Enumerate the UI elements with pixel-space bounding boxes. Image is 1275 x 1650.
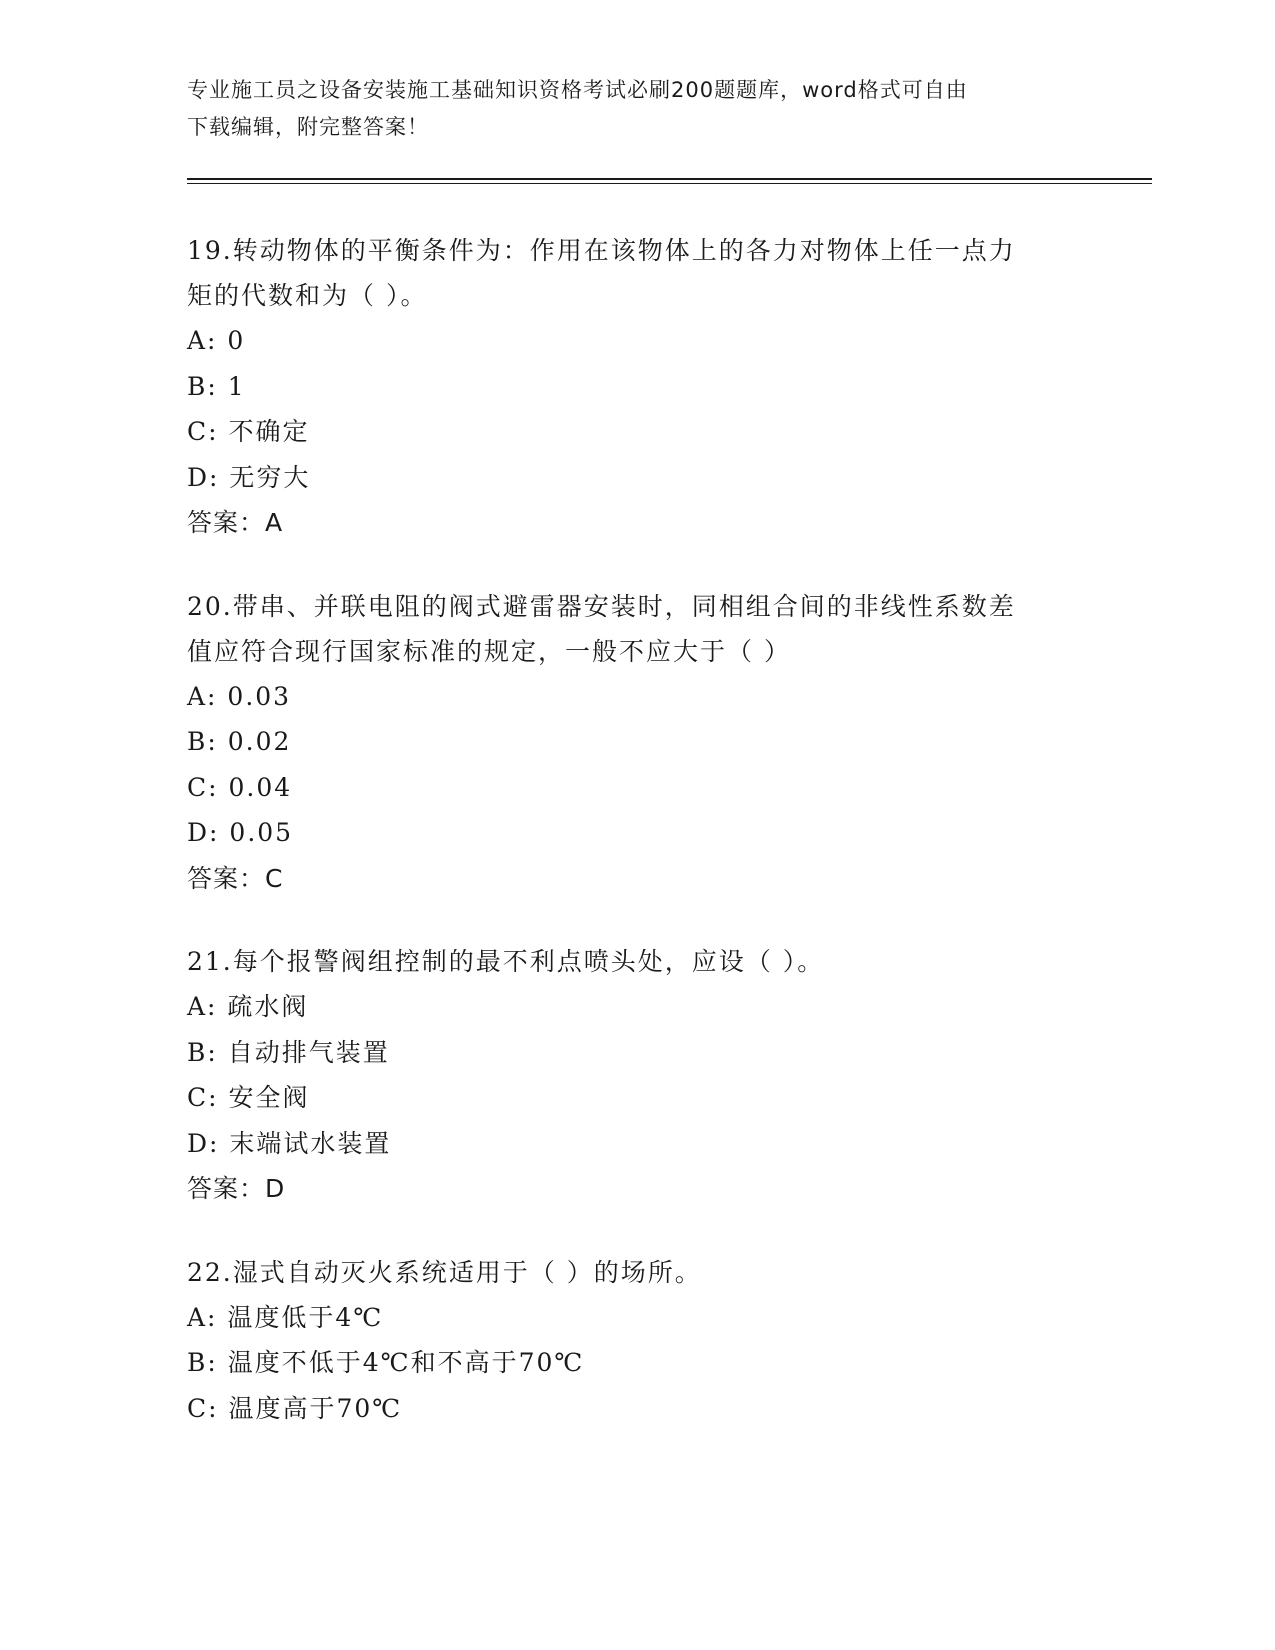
header-divider-thick — [187, 178, 1152, 180]
option-c: C: 温度高于70℃ — [187, 1393, 403, 1423]
header-divider-thin — [187, 183, 1152, 184]
question-stem-line-1: 21.每个报警阀组控制的最不利点喷头处，应设（ ）。 — [187, 947, 825, 976]
question-stem — [187, 1250, 1107, 1295]
question-stem-line-1: 19.转动物体的平衡条件为：作用在该物体上的各力对物体上任一点力 — [187, 236, 1016, 265]
option-d: D: 无穷大 — [187, 462, 311, 492]
option-b: B: 自动排气装置 — [187, 1037, 390, 1067]
option-a: A: 温度低于4℃ — [187, 1302, 384, 1332]
question-19 — [187, 228, 1107, 546]
question-22 — [187, 1250, 1107, 1432]
answer-label: 答案：D — [187, 1174, 286, 1203]
question-stem-line-1: 22.湿式自动灭火系统适用于（ ）的场所。 — [187, 1257, 702, 1287]
question-stem — [187, 228, 1107, 318]
option-a: A: 0 — [187, 326, 246, 355]
question-stem-line-2: 值应符合现行国家标准的规定，一般不应大于（ ） — [187, 636, 791, 666]
question-stem-line-2: 矩的代数和为（ ）。 — [187, 281, 428, 310]
question-stem — [187, 584, 1107, 674]
header-title-line-2: 下载编辑，附完整答案！ — [187, 115, 429, 139]
option-b: B: 1 — [187, 371, 246, 401]
question-20 — [187, 584, 1107, 902]
option-a: A: 0.03 — [187, 681, 292, 711]
header-title-line-1: 专业施工员之设备安装施工基础知识资格考试必刷200题题库，word格式可自由 — [187, 78, 968, 102]
answer-label: 答案：C — [187, 863, 284, 893]
option-a: A: 疏水阀 — [187, 992, 309, 1021]
option-b: B: 温度不低于4℃和不高于70℃ — [187, 1348, 585, 1377]
option-d: D: 末端试水装置 — [187, 1128, 392, 1158]
option-b: B: 0.02 — [187, 727, 292, 756]
document-header — [187, 72, 1087, 146]
question-list — [187, 228, 1107, 1469]
question-21 — [187, 939, 1107, 1212]
option-c: C: 安全阀 — [187, 1083, 310, 1112]
question-stem — [187, 939, 1107, 984]
question-stem-line-1: 20.带串、并联电阻的阀式避雷器安装时，同相组合间的非线性系数差 — [187, 591, 1016, 621]
option-c: C: 0.04 — [187, 772, 293, 802]
option-d: D: 0.05 — [187, 818, 294, 847]
option-c: C: 不确定 — [187, 417, 310, 446]
answer-label: 答案：A — [187, 508, 284, 537]
